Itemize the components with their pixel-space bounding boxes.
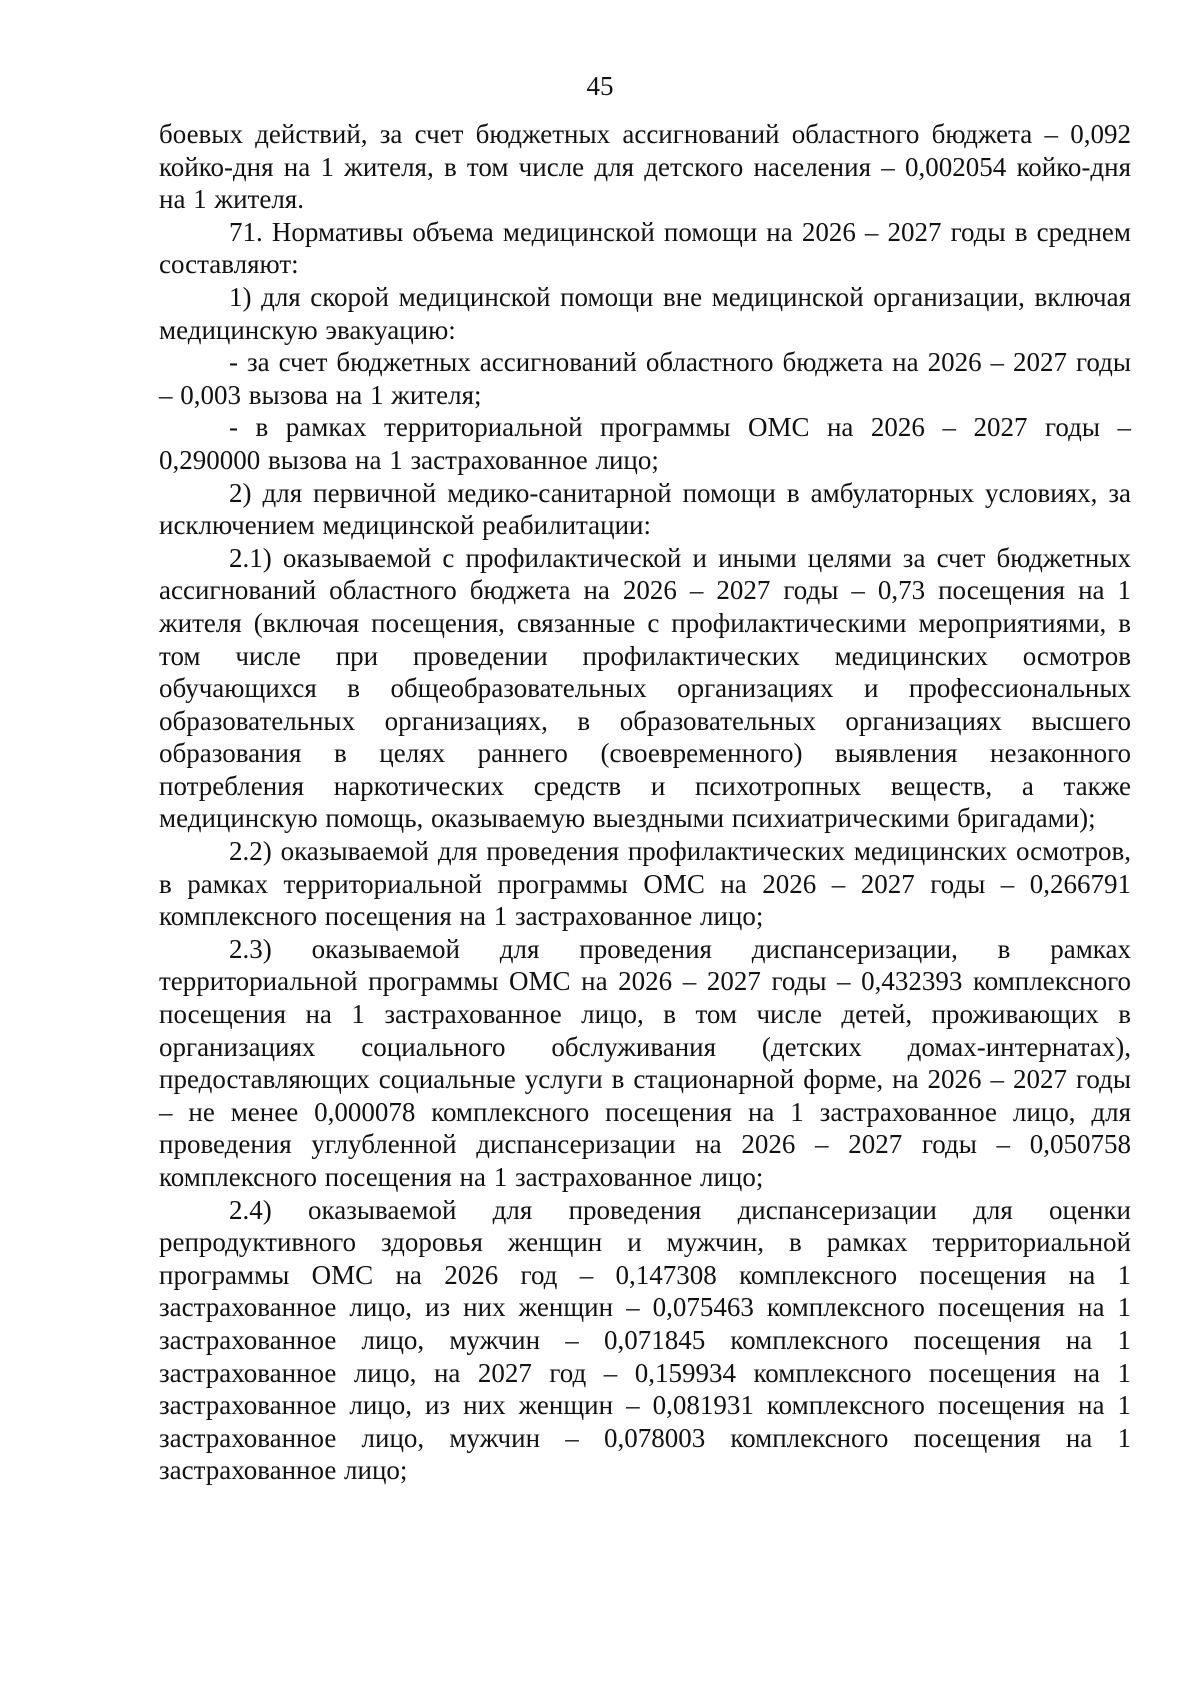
paragraph-item-2-2: 2.2) оказываемой для проведения профилактических медицинских осмотров, в рамках территориальной программы ОМС на 2026 – 2027 годы – 0,266791 комплексного посещения на 1 застрахованное лицо; bbox=[159, 836, 1131, 932]
paragraph-item-1: 1) для скорой медицинской помощи вне медицинской организации, включая медицинскую эвакуацию: bbox=[159, 281, 1131, 345]
document-body bbox=[159, 118, 1131, 1487]
paragraph-item-2-3: 2.3) оказываемой для проведения диспансеризации, в рамках территориальной программы ОМС на 2026 – 2027 годы – 0,432393 комплексного посещения на 1 застрахованное лицо, в том числе детей, проживающих в организациях социального обслуживания (детских домах-интернатах), предоставляющих социальные услуги в стационарной форме, на 2026 – 2027 годы – не менее 0,000078 комплексного посещения на 1 застрахованное лицо, для проведения углубленной диспансеризации на 2026 – 2027 годы – 0,050758 комплексного посещения на 1 застрахованное лицо; bbox=[159, 933, 1131, 1192]
paragraph-continuation: боевых действий, за счет бюджетных ассигнований областного бюджета – 0,092 койко-дня на 1 жителя, в том числе для детского населения – 0,002054 койко-дня на 1 жителя. bbox=[159, 119, 1131, 215]
page-number: 45 bbox=[586, 71, 614, 101]
paragraph-item-71: 71. Нормативы объема медицинской помощи на 2026 – 2027 годы в среднем составляют: bbox=[159, 216, 1131, 280]
paragraph-bullet-oms: - в рамках территориальной программы ОМС на 2026 – 2027 годы – 0,290000 вызова на 1 застрахованное лицо; bbox=[159, 412, 1131, 475]
paragraph-item-2-1: 2.1) оказываемой с профилактической и иными целями за счет бюджетных ассигнований областного бюджета на 2026 – 2027 годы – 0,73 посещения на 1 жителя (включая посещения, связанные с профилактическими мероприятиями, в том числе при проведении профилактических медицинских осмотров обучающихся в общеобразовательных организациях и профессиональных образовательных организациях, в образовательных организациях высшего образования в целях раннего (своевременного) выявления незаконного потребления наркотических средств и психотропных веществ, а также медицинскую помощь, оказываемую выездными психиатрическими бригадами); bbox=[159, 542, 1131, 834]
paragraph-item-2: 2) для первичной медико-санитарной помощи в амбулаторных условиях, за исключением медицинской реабилитации: bbox=[159, 477, 1131, 541]
paragraph-item-2-4: 2.4) оказываемой для проведения диспансеризации для оценки репродуктивного здоровья женщин и мужчин, в рамках территориальной программы ОМС на 2026 год – 0,147308 комплексного посещения на 1 застрахованное лицо, из них женщин – 0,075463 комплексного посещения на 1 застрахованное лицо, мужчин – 0,071845 комплексного посещения на 1 застрахованное лицо, на 2027 год – 0,159934 комплексного посещения на 1 застрахованное лицо, из них женщин – 0,081931 комплексного посещения на 1 застрахованное лицо, мужчин – 0,078003 комплексного посещения на 1 застрахованное лицо; bbox=[159, 1194, 1131, 1486]
paragraph-bullet-regional-budget: - за счет бюджетных ассигнований областного бюджета на 2026 – 2027 годы – 0,003 вызова на 1 жителя; bbox=[159, 347, 1131, 410]
